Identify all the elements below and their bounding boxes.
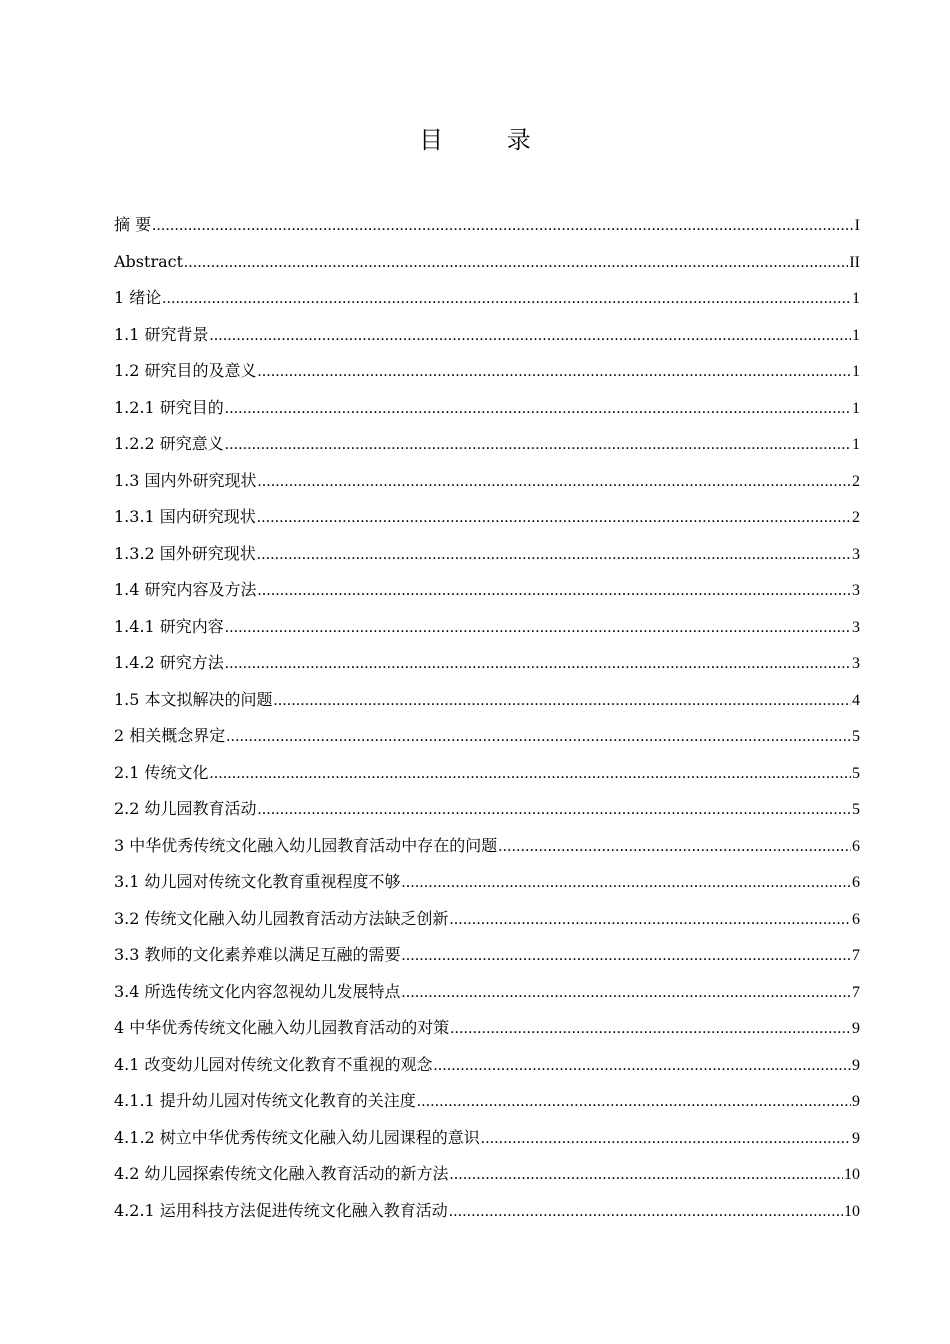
toc-entry[interactable] [114,1014,860,1051]
toc-entry-page-number: 1 [852,399,860,417]
toc-entry-label: 1 绪论 [114,288,162,307]
toc-dot-leader [258,577,851,605]
toc-list [114,211,860,1233]
toc-entry[interactable] [114,649,860,686]
toc-entry[interactable] [114,978,860,1015]
toc-entry-page-number: 9 [852,1056,860,1074]
toc-dot-leader [257,541,851,569]
toc-entry-page-number: 1 [852,290,860,307]
toc-entry-page-number: 2 [852,509,860,526]
toc-dot-leader [210,322,851,350]
toc-entry-label: 1.1 研究背景 [114,324,209,344]
toc-entry-page-number: 10 [844,1202,860,1220]
toc-dot-leader [402,979,851,1007]
toc-entry-label: 2 相关概念界定 [114,726,226,745]
toc-entry[interactable] [114,211,860,248]
toc-entry-page-number: 3 [852,655,860,672]
toc-entry-label: 1.5 本文拟解决的问题 [114,689,273,709]
toc-entry-label: 4.2 幼儿园探索传统文化融入教育活动的新方法 [114,1164,449,1183]
toc-entry-page-number: 5 [852,764,860,782]
toc-entry[interactable] [114,905,860,942]
toc-entry-label: 1.4 研究内容及方法 [114,580,257,599]
toc-entry-page-number: I [854,217,860,234]
toc-entry-page-number: II [849,253,860,271]
toc-entry-label: 1.3.2 国外研究现状 [114,543,256,563]
toc-dot-leader [210,760,851,788]
toc-dot-leader [274,687,851,715]
toc-entry-page-number: 9 [852,1129,860,1147]
toc-dot-leader [225,650,851,678]
toc-entry-page-number: 3 [852,582,860,599]
toc-entry-label: 3.4 所选传统文化内容忽视幼儿发展特点 [114,981,401,1001]
toc-entry-label: 1.4.2 研究方法 [114,653,224,672]
toc-entry[interactable] [114,321,860,358]
toc-entry[interactable] [114,1051,860,1088]
toc-entry-label: 1.4.1 研究内容 [114,616,224,636]
toc-entry[interactable] [114,1197,860,1234]
toc-entry-label: 3.1 幼儿园对传统文化教育重视程度不够 [114,872,401,891]
toc-entry[interactable] [114,1087,860,1124]
toc-entry-label: 4.1.1 提升幼儿园对传统文化教育的关注度 [114,1091,416,1110]
toc-dot-leader [162,285,851,313]
toc-entry[interactable] [114,467,860,504]
toc-dot-leader [402,869,851,897]
toc-entry-label: 4 中华优秀传统文化融入幼儿园教育活动的对策 [114,1018,450,1037]
toc-entry-label: 2.2 幼儿园教育活动 [114,799,257,818]
toc-entry-page-number: 9 [852,1020,860,1037]
toc-entry[interactable] [114,686,860,723]
toc-entry-page-number: 4 [852,691,860,709]
toc-entry[interactable] [114,394,860,431]
toc-entry[interactable] [114,540,860,577]
toc-entry[interactable] [114,832,860,869]
toc-entry-page-number: 7 [852,983,860,1001]
toc-dot-leader [450,1015,851,1043]
toc-entry-page-number: 3 [852,618,860,636]
toc-entry-page-number: 6 [852,837,860,855]
toc-entry-label: 4.2.1 运用科技方法促进传统文化融入教育活动 [114,1200,448,1220]
toc-dot-leader [225,395,851,423]
toc-entry[interactable] [114,722,860,759]
toc-entry-label: 1.3 国内外研究现状 [114,470,257,490]
toc-title: 目 录 [419,126,559,154]
toc-dot-leader [434,1052,851,1080]
toc-entry-page-number: 1 [852,326,860,344]
toc-dot-leader [258,358,851,386]
toc-entry[interactable] [114,613,860,650]
toc-dot-leader [258,796,851,824]
toc-dot-leader [257,504,851,532]
toc-entry-page-number: 9 [852,1093,860,1110]
toc-dot-leader [152,212,854,240]
toc-dot-leader [450,906,851,934]
toc-dot-leader [402,942,851,970]
toc-entry-page-number: 3 [852,545,860,563]
toc-entry[interactable] [114,941,860,978]
toc-entry-label: Abstract [114,251,184,271]
toc-entry[interactable] [114,357,860,394]
toc-entry-label: 1.3.1 国内研究现状 [114,507,256,526]
toc-entry[interactable] [114,795,860,832]
toc-entry[interactable] [114,868,860,905]
toc-entry-page-number: 6 [852,910,860,928]
toc-entry-page-number: 10 [844,1166,860,1183]
toc-entry-page-number: 2 [852,472,860,490]
toc-dot-leader [417,1088,851,1116]
toc-entry[interactable] [114,759,860,796]
toc-dot-leader [226,723,851,751]
toc-dot-leader [450,1161,843,1189]
toc-dot-leader [225,614,851,642]
toc-entry-page-number: 5 [852,728,860,745]
toc-entry-label: 1.2.1 研究目的 [114,397,224,417]
toc-dot-leader [184,249,848,277]
toc-entry-page-number: 1 [852,363,860,380]
toc-entry-label: 4.1 改变幼儿园对传统文化教育不重视的观念 [114,1054,433,1074]
toc-entry-label: 1.2.2 研究意义 [114,434,224,453]
toc-entry-page-number: 6 [852,874,860,891]
toc-entry-page-number: 5 [852,801,860,818]
toc-entry-label: 摘 要 [114,215,152,234]
toc-dot-leader [481,1125,851,1153]
toc-entry[interactable] [114,1124,860,1161]
toc-entry-label: 3.2 传统文化融入幼儿园教育活动方法缺乏创新 [114,908,449,928]
toc-entry-page-number: 1 [852,436,860,453]
toc-entry-label: 3.3 教师的文化素养难以满足互融的需要 [114,945,401,964]
toc-entry[interactable] [114,1160,860,1197]
toc-entry-label: 3 中华优秀传统文化融入幼儿园教育活动中存在的问题 [114,835,498,855]
toc-entry[interactable] [114,576,860,613]
toc-entry[interactable] [114,430,860,467]
toc-entry-label: 2.1 传统文化 [114,762,209,782]
toc-entry-label: 1.2 研究目的及意义 [114,361,257,380]
toc-dot-leader [498,833,851,861]
toc-entry-page-number: 7 [852,947,860,964]
toc-dot-leader [258,468,851,496]
toc-entry[interactable] [114,284,860,321]
toc-entry[interactable] [114,503,860,540]
toc-dot-leader [449,1198,843,1226]
toc-entry-label: 4.1.2 树立中华优秀传统文化融入幼儿园课程的意识 [114,1127,480,1147]
toc-dot-leader [225,431,851,459]
toc-entry[interactable] [114,248,860,285]
